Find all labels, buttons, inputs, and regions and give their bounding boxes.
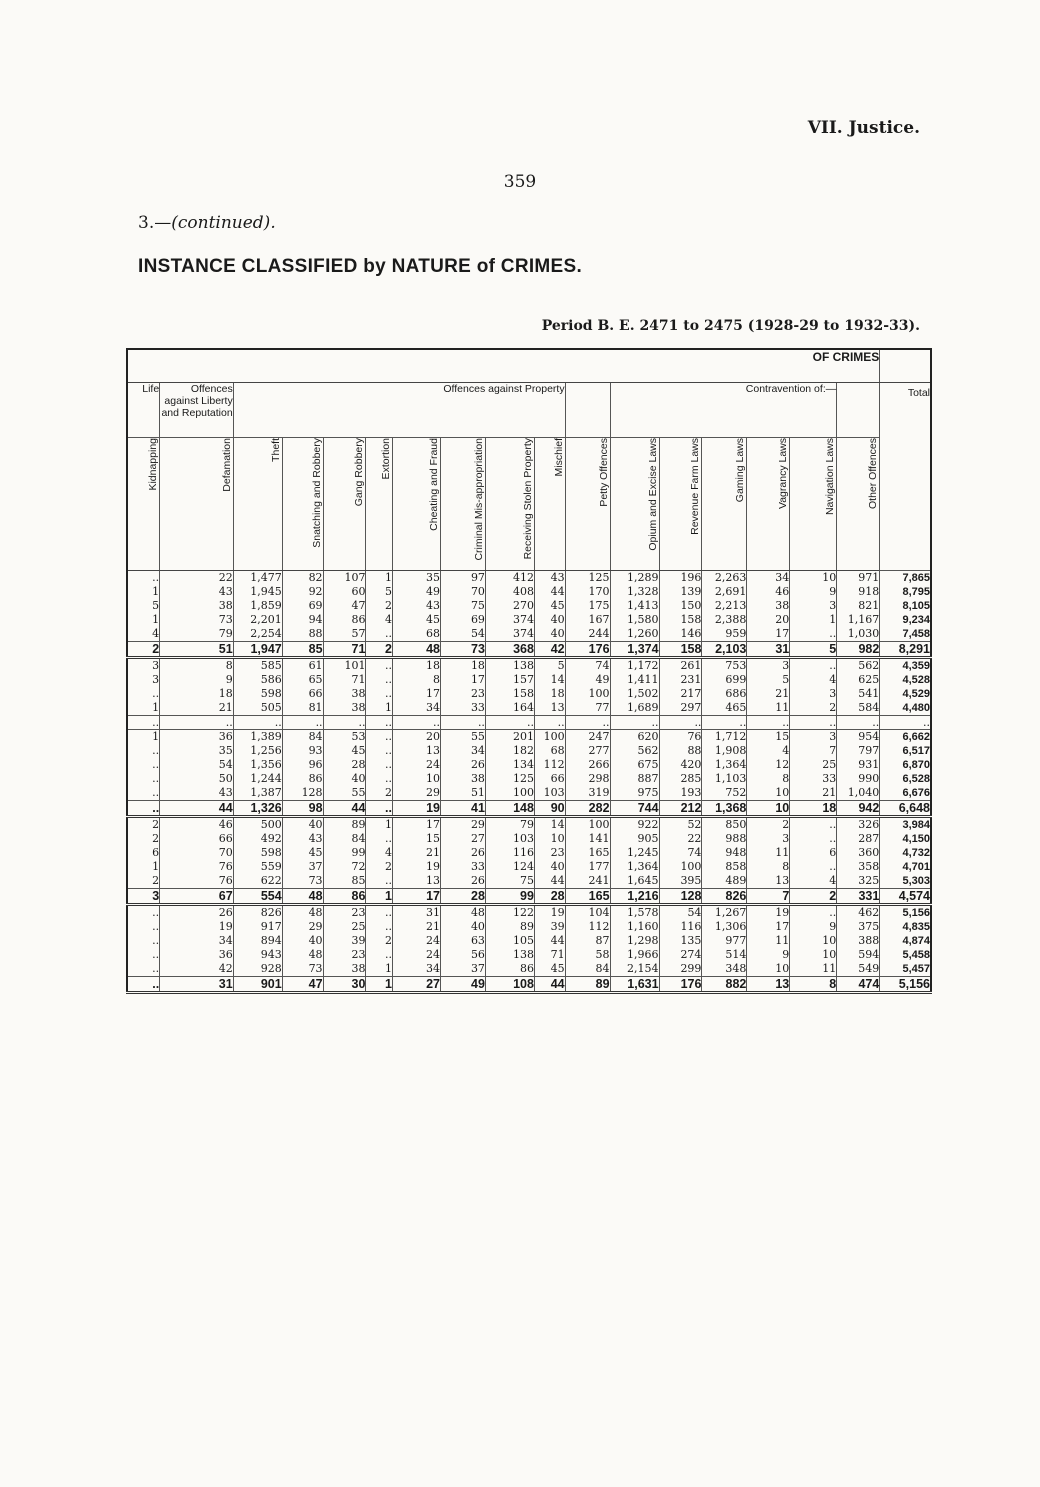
table-cell: .. .. .. 1: [366, 657, 393, 715]
group-property: Offences against Property: [233, 383, 565, 438]
summary-cell: 99: [485, 888, 534, 904]
column-header: [837, 438, 880, 571]
summary-cell: 1: [366, 976, 393, 992]
table-cell: 18 17 23 33: [441, 657, 486, 715]
summary-cell: 368: [485, 641, 534, 657]
summary-cell: 1,368: [702, 800, 747, 816]
table-cell: 1 5 2 4 ..: [366, 570, 393, 641]
section-tag: VII. Justice.: [807, 118, 920, 138]
table-cell: 8 9 18 21: [160, 657, 234, 715]
summary-cell: 86: [323, 888, 366, 904]
table-cell: 79 103 116 124 75: [485, 816, 534, 888]
table-cell: ..: [323, 715, 366, 729]
continued-label: [138, 213, 276, 233]
summary-cell: ..: [366, 800, 393, 816]
summary-cell: 28: [441, 888, 486, 904]
column-header: [610, 438, 659, 571]
column-header-label: Petty Offences: [597, 438, 610, 507]
summary-cell: 3: [127, 888, 160, 904]
column-header: [659, 438, 702, 571]
table-cell: ..: [233, 715, 282, 729]
column-header-label: Opium and Excise Laws: [646, 438, 659, 551]
summary-cell: 212: [659, 800, 702, 816]
table-cell: 31 21 24 24 34: [393, 904, 441, 976]
table-cell: 100 141 165 177 241: [565, 816, 610, 888]
table-cell: 1,477 1,945 1,859 2,201 2,254: [233, 570, 282, 641]
table-cell: .. .. 6 .. 4: [790, 816, 837, 888]
table-cell: 46 66 70 76 76: [160, 816, 234, 888]
summary-cell: 826: [702, 888, 747, 904]
summary-cell: 331: [837, 888, 880, 904]
column-header: [160, 438, 234, 571]
group-life: Life: [127, 383, 160, 438]
table-cell: 52 22 74 100 395: [659, 816, 702, 888]
summary-cell: 31: [747, 641, 790, 657]
table-cell: ..: [160, 715, 234, 729]
year-data-row: [127, 657, 931, 715]
table-cell: 826 917 894 943 928: [233, 904, 282, 976]
table-cell: 40 43 45 37 73: [282, 816, 323, 888]
table-cell: 10 9 3 1 ..: [790, 570, 837, 641]
column-header: [565, 438, 610, 571]
column-header: [441, 438, 486, 571]
summary-row: [127, 976, 931, 992]
column-header-label: Vagrancy Laws: [777, 438, 790, 510]
group-contravention: Contravention of:—: [610, 383, 837, 438]
table-cell: 19 39 44 71 45: [534, 904, 565, 976]
year-data-row: [127, 816, 931, 888]
table-cell: 1,578 1,160 1,298 1,966 2,154: [610, 904, 659, 976]
group-other-blank: [837, 383, 880, 438]
summary-cell: 165: [565, 888, 610, 904]
summary-cell: 1,374: [610, 641, 659, 657]
summary-cell: 49: [441, 976, 486, 992]
summary-cell: 108: [485, 976, 534, 992]
table-cell: 76 88 420 285 193: [659, 729, 702, 800]
table-cell: ..: [393, 715, 441, 729]
summary-cell: 1: [366, 888, 393, 904]
table-cell: 48 29 40 48 73: [282, 904, 323, 976]
table-cell: 84 93 96 86 128: [282, 729, 323, 800]
table-cell: ..: [441, 715, 486, 729]
summary-cell: 744: [610, 800, 659, 816]
summary-cell: 2: [790, 888, 837, 904]
summary-cell: 28: [534, 888, 565, 904]
table-cell: 3,984 4,150 4,732 4,701 5,303: [880, 816, 931, 888]
summary-cell: 2,103: [702, 641, 747, 657]
crimes-table: [126, 348, 932, 994]
summary-cell: 30: [323, 976, 366, 992]
table-cell: 412 408 270 374 374: [485, 570, 534, 641]
summary-cell: 2: [127, 641, 160, 657]
column-header: [485, 438, 534, 571]
summary-cell: 5,156: [880, 976, 931, 992]
column-header-label: Other Offences: [867, 438, 880, 510]
summary-cell: 17: [393, 888, 441, 904]
table-cell: 6,662 6,517 6,870 6,528 6,676: [880, 729, 931, 800]
table-cell: 1,712 1,908 1,364 1,103 752: [702, 729, 747, 800]
table-cell: .. .. .. .. ..: [127, 904, 160, 976]
summary-cell: 73: [441, 641, 486, 657]
table-cell: ..: [565, 715, 610, 729]
group-liberty: Offences against Liberty and Reputation: [160, 383, 234, 438]
column-header: [282, 438, 323, 571]
table-cell: 196 139 150 158 146: [659, 570, 702, 641]
column-header-label: Extortion: [380, 438, 392, 480]
column-header: [366, 438, 393, 571]
summary-cell: 4,574: [880, 888, 931, 904]
column-header-label: Criminal Mis-appropriation: [472, 438, 485, 561]
column-header-label: Gang Robbery: [353, 438, 366, 507]
summary-cell: 282: [565, 800, 610, 816]
table-cell: 48 40 63 56 37: [441, 904, 486, 976]
table-cell: 5,156 4,835 4,874 5,458 5,457: [880, 904, 931, 976]
summary-cell: 44: [323, 800, 366, 816]
table-cell: 753 699 686 465: [702, 657, 747, 715]
table-cell: ..: [747, 715, 790, 729]
summary-cell: 67: [160, 888, 234, 904]
table-cell: ..: [837, 715, 880, 729]
table-cell: 18 8 17 34: [393, 657, 441, 715]
column-header: [323, 438, 366, 571]
summary-cell: 98: [282, 800, 323, 816]
table-cell: 3 5 21 11: [747, 657, 790, 715]
table-cell: 61 65 66 81: [282, 657, 323, 715]
summary-cell: 5: [790, 641, 837, 657]
summary-row: [127, 888, 931, 904]
summary-cell: 176: [659, 976, 702, 992]
summary-cell: 90: [534, 800, 565, 816]
table-cell: 954 797 931 990 1,040: [837, 729, 880, 800]
summary-cell: 158: [659, 641, 702, 657]
table-cell: 1,172 1,411 1,502 1,689: [610, 657, 659, 715]
table-cell: 2,263 2,691 2,213 2,388 959: [702, 570, 747, 641]
table-cell: 82 92 69 94 88: [282, 570, 323, 641]
column-header-label: Defamation: [220, 438, 233, 492]
table-cell: 125 170 175 167 244: [565, 570, 610, 641]
table-cell: ..: [702, 715, 747, 729]
column-header: [534, 438, 565, 571]
summary-cell: 10: [747, 800, 790, 816]
table-cell: ..: [659, 715, 702, 729]
table-cell: 19 17 11 9 10: [747, 904, 790, 976]
table-cell: 261 231 217 297: [659, 657, 702, 715]
table-cell: ..: [485, 715, 534, 729]
summary-cell: 554: [233, 888, 282, 904]
column-header: [790, 438, 837, 571]
summary-cell: 942: [837, 800, 880, 816]
page-number: 359: [503, 172, 537, 192]
table-cell: 850 988 948 858 489: [702, 816, 747, 888]
table-cell: ..: [366, 715, 393, 729]
column-header-label: Theft: [269, 438, 282, 462]
column-header-label: Mischief: [552, 438, 565, 477]
table-cell: ..: [610, 715, 659, 729]
column-header: [127, 438, 160, 571]
table-cell: 14 10 23 40 44: [534, 816, 565, 888]
table-cell: .. .. .. .. 2: [366, 729, 393, 800]
table-cell: 29 27 26 33 26: [441, 816, 486, 888]
summary-cell: 8: [790, 976, 837, 992]
table-cell: 620 562 675 887 975: [610, 729, 659, 800]
column-header: [702, 438, 747, 571]
year-data-row: [127, 570, 931, 641]
table-cell: 562 625 541 584: [837, 657, 880, 715]
summary-cell: 7: [747, 888, 790, 904]
summary-cell: 6,648: [880, 800, 931, 816]
total-corner: [880, 349, 931, 383]
summary-cell: 19: [393, 800, 441, 816]
table-cell: 5 14 18 13: [534, 657, 565, 715]
summary-cell: 13: [747, 976, 790, 992]
table-cell: 4,359 4,528 4,529 4,480: [880, 657, 931, 715]
table-cell: ..: [127, 715, 160, 729]
table-cell: 922 905 1,245 1,364 1,645: [610, 816, 659, 888]
summary-cell: 176: [565, 641, 610, 657]
table-cell: 500 492 598 559 622: [233, 816, 282, 888]
table-cell: 55 34 26 38 51: [441, 729, 486, 800]
page-heading: INSTANCE CLASSIFIED by NATURE of CRIMES.: [138, 256, 583, 277]
table-cell: 20 13 24 10 29: [393, 729, 441, 800]
table-cell: 22 43 38 73 79: [160, 570, 234, 641]
summary-cell: 47: [282, 976, 323, 992]
summary-cell: 31: [160, 976, 234, 992]
summary-cell: 51: [160, 641, 234, 657]
summary-cell: 882: [702, 976, 747, 992]
table-cell: 89 84 99 72 85: [323, 816, 366, 888]
summary-cell: 48: [282, 888, 323, 904]
table-cell: 17 15 21 19 13: [393, 816, 441, 888]
summary-cell: 474: [837, 976, 880, 992]
summary-cell: 89: [565, 976, 610, 992]
table-cell: ..: [534, 715, 565, 729]
column-header-total: Total: [880, 383, 931, 571]
table-cell: 585 586 598 505: [233, 657, 282, 715]
table-cell: 2 2 6 1 2: [127, 816, 160, 888]
summary-cell: 18: [790, 800, 837, 816]
table-cell: 97 70 75 69 54: [441, 570, 486, 641]
table-cell: 1,267 1,306 977 514 348: [702, 904, 747, 976]
column-header: [747, 438, 790, 571]
column-header-label: Navigation Laws: [824, 438, 837, 516]
table-cell: 104 112 87 58 84: [565, 904, 610, 976]
table-cell: 43 44 45 40 40: [534, 570, 565, 641]
table-cell: 462 375 388 594 549: [837, 904, 880, 976]
table-cell: 107 60 47 86 57: [323, 570, 366, 641]
column-header: [393, 438, 441, 571]
summary-cell: ..: [127, 976, 160, 992]
table-cell: 1,389 1,256 1,356 1,244 1,387: [233, 729, 282, 800]
summary-row: [127, 800, 931, 816]
table-cell: 201 182 134 125 100: [485, 729, 534, 800]
table-cell: 122 89 105 138 86: [485, 904, 534, 976]
column-header-label: Receiving Stolen Property: [521, 438, 534, 560]
column-header-label: Snatching and Robbery: [310, 438, 323, 548]
summary-cell: 48: [393, 641, 441, 657]
summary-cell: 85: [282, 641, 323, 657]
summary-cell: 27: [393, 976, 441, 992]
table-cell: 1 .. 4 2 ..: [366, 816, 393, 888]
summary-row: [127, 641, 931, 657]
summary-cell: 41: [441, 800, 486, 816]
group-header-row: [127, 383, 931, 438]
table-cell: 326 287 360 358 325: [837, 816, 880, 888]
table-title: OF CRIMES: [127, 349, 880, 383]
summary-cell: 71: [323, 641, 366, 657]
summary-cell: 8,291: [880, 641, 931, 657]
table-cell: 247 277 266 298 319: [565, 729, 610, 800]
column-header-label: Kidnapping: [147, 438, 160, 491]
summary-cell: 1,947: [233, 641, 282, 657]
table-cell: 3 7 25 33 21: [790, 729, 837, 800]
table-cell: 2 3 11 8 13: [747, 816, 790, 888]
summary-cell: 1,631: [610, 976, 659, 992]
summary-cell: 44: [160, 800, 234, 816]
table-cell: ..: [790, 715, 837, 729]
column-header: [233, 438, 282, 571]
summary-cell: 2: [366, 641, 393, 657]
table-cell: .. 1 5 1 4: [127, 570, 160, 641]
table-cell: .. 9 10 10 11: [790, 904, 837, 976]
table-cell: 100 68 112 66 103: [534, 729, 565, 800]
year-data-row: [127, 904, 931, 976]
column-header-label: Revenue Farm Laws: [689, 438, 702, 535]
summary-cell: 42: [534, 641, 565, 657]
table-cell: 35 49 43 45 68: [393, 570, 441, 641]
continued-number: 3.—: [138, 213, 172, 233]
table-cell: 54 116 135 274 299: [659, 904, 702, 976]
table-title-row: [127, 349, 931, 383]
table-cell: 36 35 54 50 43: [160, 729, 234, 800]
table-cell: 1 .. .. .. ..: [127, 729, 160, 800]
period-label: Period B. E. 2471 to 2475 (1928-29 to 1932-33).: [541, 318, 920, 334]
table-cell: .. 4 3 2: [790, 657, 837, 715]
year-data-row: [127, 729, 931, 800]
table-cell: 971 918 821 1,167 1,030: [837, 570, 880, 641]
table-cell: 23 25 39 23 38: [323, 904, 366, 976]
table-cell: 34 46 38 20 17: [747, 570, 790, 641]
summary-cell: 128: [659, 888, 702, 904]
continued-text: (continued).: [171, 213, 276, 233]
summary-cell: 148: [485, 800, 534, 816]
table-cell: 74 49 100 77: [565, 657, 610, 715]
summary-cell: 1,326: [233, 800, 282, 816]
group-petty-blank: [565, 383, 610, 438]
table-cell: 101 71 38 38: [323, 657, 366, 715]
table-cell: 53 45 28 40 55: [323, 729, 366, 800]
table-cell: 7,865 8,795 8,105 9,234 7,458: [880, 570, 931, 641]
table-cell: .. .. 2 .. 1: [366, 904, 393, 976]
table-cell: 3 3 .. 1: [127, 657, 160, 715]
blank-data-row: [127, 715, 931, 729]
summary-cell: ..: [127, 800, 160, 816]
summary-cell: 901: [233, 976, 282, 992]
summary-cell: 1,216: [610, 888, 659, 904]
table-cell: 1,289 1,328 1,413 1,580 1,260: [610, 570, 659, 641]
table-cell: ..: [880, 715, 931, 729]
column-header-row: [127, 438, 931, 571]
table-cell: 15 4 12 8 10: [747, 729, 790, 800]
summary-cell: 982: [837, 641, 880, 657]
table-cell: ..: [282, 715, 323, 729]
table-cell: 138 157 158 164: [485, 657, 534, 715]
summary-cell: 44: [534, 976, 565, 992]
table-cell: 26 19 34 36 42: [160, 904, 234, 976]
column-header-label: Cheating and Fraud: [428, 438, 440, 531]
column-header-label: Gaming Laws: [734, 438, 747, 503]
